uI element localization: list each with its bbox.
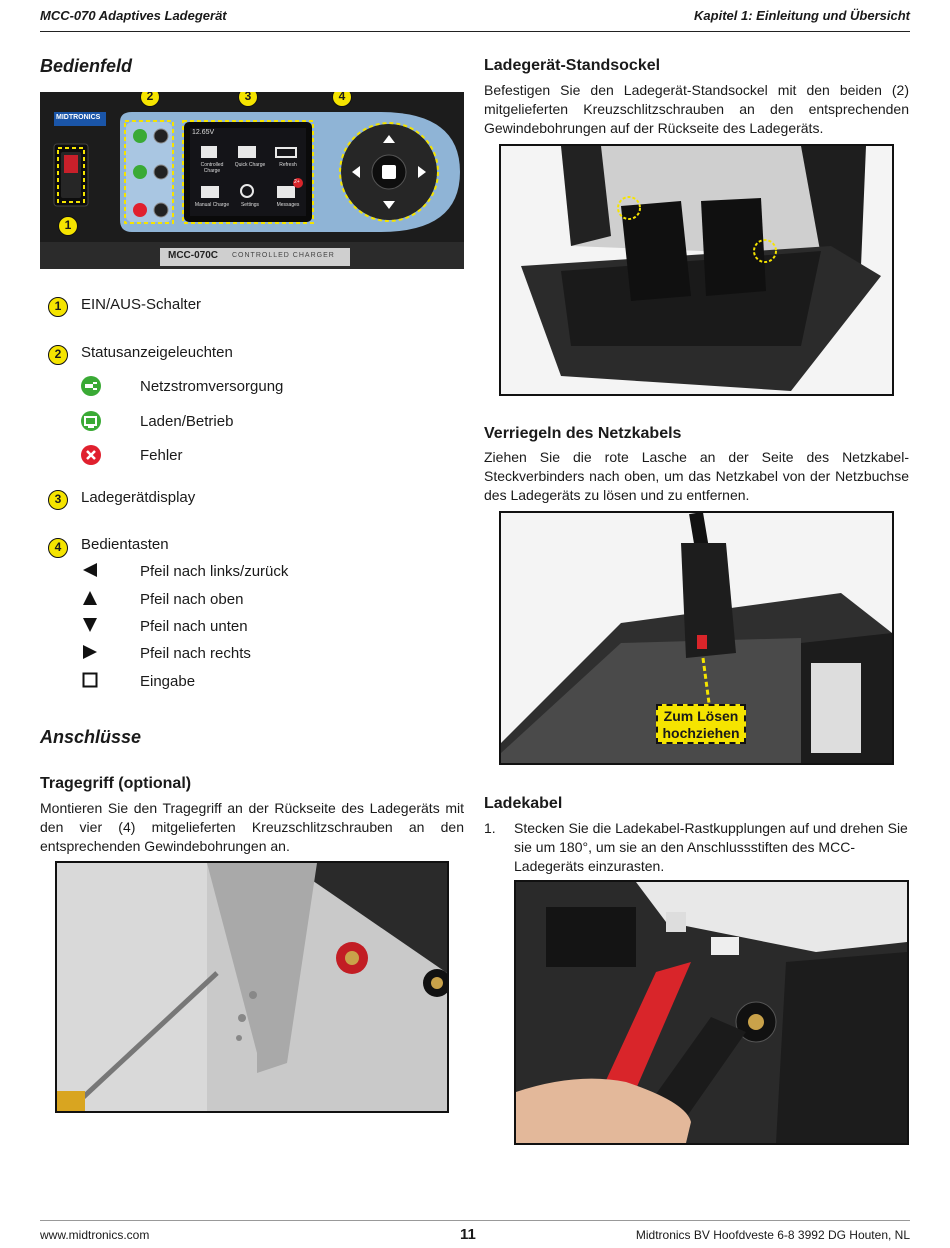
key-left-label: Pfeil nach links/zurück: [140, 563, 289, 580]
netzkabel-heading: Verriegeln des Netzkabels: [484, 425, 682, 442]
release-callout: [656, 704, 746, 744]
mains-power-icon: [80, 375, 102, 397]
tile-quick-charge: Quick Charge: [234, 162, 266, 168]
tile-controlled-charge: Controlled Charge: [200, 162, 224, 174]
callout-4: 4: [332, 92, 352, 107]
page-number: 11: [460, 1226, 476, 1243]
legend-label-3: Ladegerätdisplay: [81, 489, 196, 506]
stand-base-photo: [499, 144, 894, 396]
handle-photo: [55, 861, 449, 1113]
messages-count-badge: 2+: [294, 179, 300, 185]
panel-model: MCC-070C: [168, 250, 219, 261]
legend-label-1: EIN/AUS-Schalter: [81, 296, 202, 313]
callout-3: 3: [238, 92, 258, 107]
ladekabel-step-text: Stecken Sie die Ladekabel-Rastkupplungen auf und drehen Sie sie um 180°, um sie an den Anschlussstiften des MCC-Ladegeräts einzurasten.: [514, 820, 908, 874]
tile-manual-charge: Manual Charge: [194, 202, 230, 208]
tile-settings: Settings: [240, 202, 260, 208]
arrow-right-icon: [82, 644, 98, 660]
footer-website: www.midtronics.com: [40, 1228, 150, 1242]
header-doc-title: MCC-070 Adaptives Ladegerät: [40, 8, 227, 23]
callout-1: 1: [58, 216, 78, 236]
arrow-up-icon: [82, 590, 98, 606]
legend-label-2: Statusanzeigeleuchten: [81, 344, 233, 361]
ladekabel-heading: Ladekabel: [484, 795, 563, 812]
status-mains-label: Netzstromversorgung: [140, 378, 284, 395]
arrow-left-icon: [82, 562, 98, 578]
power-cable-photo: [499, 511, 894, 765]
key-down-label: Pfeil nach unten: [140, 618, 248, 635]
release-callout-line1: Zum Lösen: [663, 708, 739, 724]
arrow-down-icon: [82, 617, 98, 633]
release-callout-line2: hochziehen: [662, 725, 740, 741]
key-right-label: Pfeil nach rechts: [140, 645, 251, 662]
status-error-label: Fehler: [140, 447, 183, 464]
panel-model-sub: CONTROLLED CHARGER: [232, 252, 335, 259]
tragegriff-text: Montieren Sie den Tragegriff an der Rückseite des Ladegeräts mit den vier (4) mitgelieferten Kreuzschlitzschrauben an den entsprechenden Gewindebohrungen an.: [40, 800, 464, 854]
footer-address: Midtronics BV Hoofdveste 6-8 3992 DG Houten, NL: [635, 1228, 910, 1242]
anschluesse-heading: Anschlüsse: [40, 727, 142, 747]
ladekabel-step-number: 1.: [484, 820, 496, 836]
page-header: [40, 4, 910, 32]
page-footer: [40, 1220, 910, 1244]
tragegriff-heading: Tragegriff (optional): [40, 775, 192, 792]
callout-2: 2: [140, 92, 160, 107]
standsockel-text: Befestigen Sie den Ladegerät-Standsockel mit den beiden (2) mitgelieferten Kreuzschlitzschrauben an den entsprechenden Gewindebohrungen auf der Rückseite des Ladegeräts.: [484, 82, 909, 136]
charging-cable-photo: [514, 880, 909, 1145]
charging-icon: [80, 410, 102, 432]
square-icon: [82, 672, 98, 688]
legend-label-4: Bedientasten: [81, 536, 169, 553]
standsockel-heading: Ladegerät-Standsockel: [484, 57, 661, 74]
key-enter-label: Eingabe: [140, 673, 196, 690]
legend-badge-3: 3: [48, 490, 68, 510]
error-icon: [80, 444, 102, 466]
panel-brand: MIDTRONICS: [56, 114, 101, 121]
netzkabel-text: Ziehen Sie die rote Lasche an der Seite des Netzkabel-Steckverbinders nach oben, um das Netzkabel von der Netzbuchse des Ladegeräts zu lösen und zu entfernen.: [484, 449, 909, 503]
legend-badge-4: 4: [48, 538, 68, 558]
tile-refresh: Refresh: [279, 162, 297, 168]
panel-voltage: 12.65V: [192, 129, 215, 136]
legend-badge-2: 2: [48, 345, 68, 365]
control-panel-figure: [40, 92, 464, 269]
bedienfeld-heading: Bedienfeld: [40, 56, 133, 76]
status-charging-label: Laden/Betrieb: [140, 413, 234, 430]
legend-badge-1: 1: [48, 297, 68, 317]
header-chapter: Kapitel 1: Einleitung und Übersicht: [694, 8, 910, 23]
key-up-label: Pfeil nach oben: [140, 591, 244, 608]
tile-messages: Messages: [276, 202, 300, 208]
